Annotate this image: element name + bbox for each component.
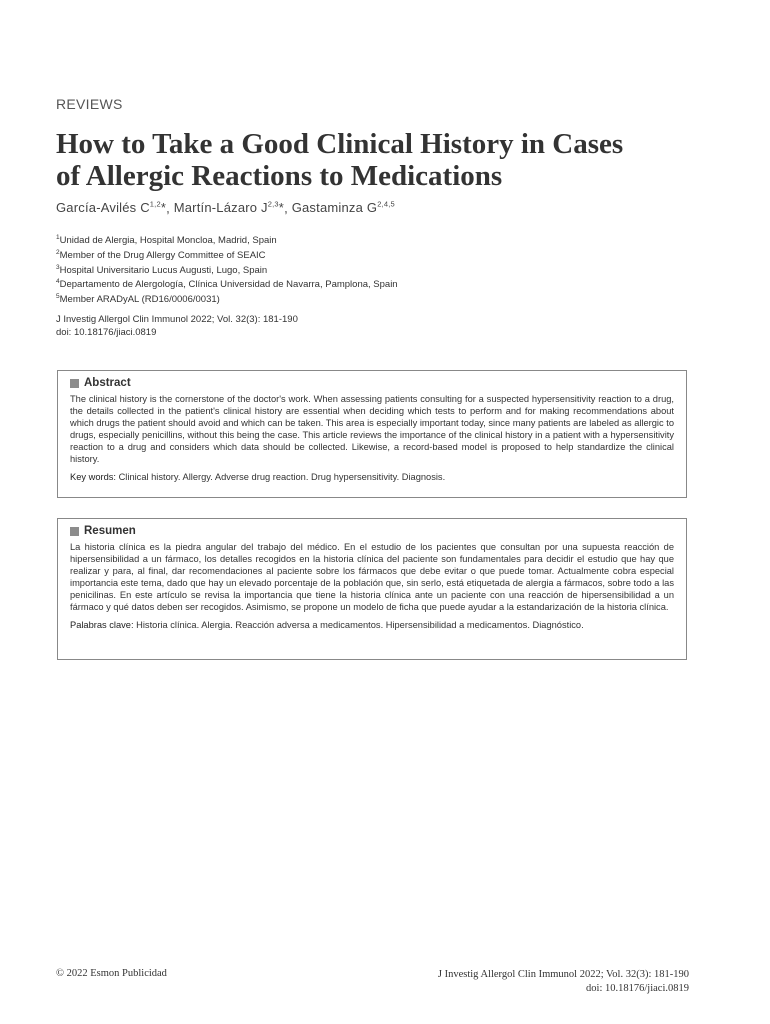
abstract-text: The clinical history is the cornerstone of the doctor's work. When assessing patients consulting for a suspected hypersensitivity reaction to a drug, the details collected in the patient's clinical history are essential when deciding which tests to perform and for making recommendations about which drugs the patient should avoid and which can be taken. This area is especially important today, since many patients are labeled as allergic to drugs, especially penicillins, without this being the case. This article reviews the importance of the clinical history in a patient with a hypersensitivity reaction to a drug and considers which data should be collected. Likewise, a record-based model is proposed to help standardize the clinical history. bbox=[70, 394, 674, 465]
journal-doi[interactable]: doi: 10.18176/jiaci.0819 bbox=[56, 327, 157, 338]
abstract-keywords bbox=[70, 471, 674, 483]
author-list: García-Avilés C$^{1,2}$*, Martín-Lázaro J$^{2,3}$*, Gastaminza G$^{2,4,5}$ bbox=[56, 200, 395, 216]
affiliation: $^2$Member of the Drug Allergy Committee of SEAIC bbox=[56, 248, 266, 261]
keywords-label: Key words: bbox=[70, 471, 116, 482]
journal-citation: J Investig Allergol Clin Immunol 2022; Vol. 32(3): 181-190 bbox=[56, 314, 298, 325]
footer-copyright: © 2022 Esmon Publicidad bbox=[56, 968, 167, 979]
footer-citation: J Investig Allergol Clin Immunol 2022; Vol. 32(3): 181-190 bbox=[437, 969, 689, 980]
footer-doi[interactable]: doi: 10.18176/jiaci.0819 bbox=[586, 983, 689, 994]
resumen-heading: Resumen bbox=[70, 525, 674, 537]
abstract-box bbox=[57, 370, 687, 498]
title-line-1: How to Take a Good Clinical History in Cases bbox=[56, 128, 624, 160]
square-bullet-icon bbox=[70, 527, 79, 536]
journal-info bbox=[56, 313, 298, 339]
article-title bbox=[56, 128, 716, 192]
affiliation: $^4$Departamento de Alergología, Clínica Universidad de Navarra, Pamplona, Spain bbox=[56, 278, 398, 291]
affiliation: $^3$Hospital Universitario Lucus Augusti, Lugo, Spain bbox=[56, 263, 268, 276]
author: García-Avilés C$^{1,2}$* bbox=[56, 200, 167, 216]
keywords-label: Palabras clave: bbox=[70, 619, 134, 630]
footer-citation-block bbox=[438, 968, 689, 996]
resumen-text: La historia clínica es la piedra angular del trabajo del médico. En el estudio de los pacientes que consultan por una supuesta reacción de hipersensibilidad a un fármaco, los detalles recogidos en la historia clínica del paciente son fundamentales para decidir el estudio que hay que realizar y para, al final, dar recomendaciones al paciente sobre los fármacos que debe evitar o que puede tomar. Actualmente cobra especial importancia este tema, dado que hay un elevado porcentaje de la población que, sin serlo, está etiquetada de alergia a fármacos, sobre todo a las penicilinas. En este artículo se revisa la importancia que tiene la historia clínica ante un paciente con una reacción de hipersensibilidad a un fármaco y qué datos deben ser recogidos. Asimismo, se propone un modelo de ficha que puede ayudar a la estandarización de la historia clínica. bbox=[70, 542, 674, 613]
abstract-heading: Abstract bbox=[70, 377, 674, 389]
keywords-list: Historia clínica. Alergia. Reacción adversa a medicamentos. Hipersensibilidad a medicamentos. Diagnóstico. bbox=[136, 619, 584, 630]
author: Martín-Lázaro J$^{2,3}$* bbox=[173, 200, 285, 216]
resumen-keywords bbox=[70, 619, 674, 631]
affiliation: $^5$Member ARADyAL (RD16/0006/0031) bbox=[56, 293, 220, 306]
affiliation: $^1$Unidad de Alergia, Hospital Moncloa, Madrid, Spain bbox=[56, 234, 277, 247]
affiliations bbox=[56, 232, 398, 306]
resumen-box bbox=[57, 518, 687, 660]
title-line-2: of Allergic Reactions to Medications bbox=[56, 160, 503, 192]
keywords-list: Clinical history. Allergy. Adverse drug reaction. Drug hypersensitivity. Diagnosis. bbox=[118, 471, 446, 482]
square-bullet-icon bbox=[70, 379, 79, 388]
section-label: REVIEWS bbox=[56, 96, 123, 112]
author: Gastaminza G$^{2,4,5}$ bbox=[291, 200, 395, 216]
